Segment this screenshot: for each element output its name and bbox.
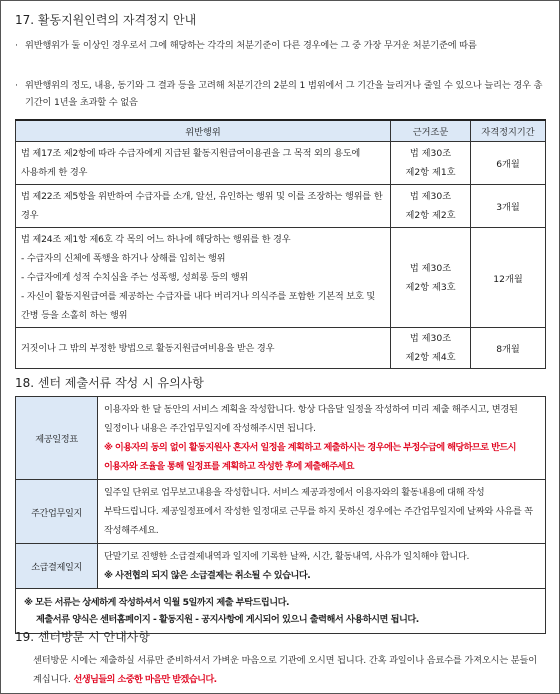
section-17-bullet-2: · 위반행위의 정도, 내용, 동기와 그 결과 등을 고려해 처분기간의 2분의 1 범위에서 그 기간을 늘리거나 줄일 수 있으나 늘리는 경우 총 기간이 1년을 초과할 수 없음: [15, 77, 545, 111]
table-row: [16, 544, 546, 589]
violation-cell: 법 제17조 제2항에 따라 수급자에게 지급된 활동지원급여이용권을 그 목적 외의 용도에 사용하게 한 경우: [16, 142, 391, 185]
header-period: 자격정지기간: [471, 120, 546, 142]
suspension-table: [15, 119, 546, 369]
table-row: [16, 328, 546, 369]
section-18-title: 18. 센터 제출서류 작성 시 유의사항: [15, 376, 204, 390]
header-violation: 위반행위: [16, 120, 391, 142]
row-label-retro-payment: 소급결제일지: [16, 544, 98, 589]
basis-cell: 법 제30조 제2항 제4호: [391, 328, 471, 369]
bullet-dot: ·: [15, 80, 18, 91]
header-basis: 근거조문: [391, 120, 471, 142]
table-row: [16, 142, 546, 185]
row-desc-retro-payment: 단말기로 진행한 소급결제내역과 일지에 기록한 날짜, 시간, 활동내역, 사유가 일치해야 합니다. ※ 사전협의 되지 않은 소급결제는 취소될 수 있습니다.: [98, 544, 546, 589]
table-row: [16, 185, 546, 228]
period-cell: 12개월: [471, 228, 546, 328]
retro-payment-warning: ※ 사전협의 되지 않은 소급결제는 취소될 수 있습니다.: [104, 570, 311, 581]
notice-row: [16, 589, 546, 634]
submission-table: [15, 396, 546, 634]
violation-cell: 거짓이나 그 밖의 부정한 방법으로 활동지원급여비용을 받은 경우: [16, 328, 391, 369]
highlight-thanks: 선생님들의 소중한 마음만 받겠습니다.: [73, 674, 217, 685]
row-label-weekly-log: 주간업무일지: [16, 480, 98, 544]
section-17-bullet-1: · 위반행위가 둘 이상인 경우로서 그에 해당하는 각각의 처분기준이 다른 경우에는 그 중 가장 무거운 처분기준에 따름: [15, 37, 545, 54]
period-cell: 6개월: [471, 142, 546, 185]
table-row: [16, 397, 546, 480]
violation-cell: 법 제24조 제1항 제6호 각 목의 어느 하나에 해당하는 행위를 한 경우 - 수급자의 신체에 폭행을 하거나 상해를 입히는 행위 - 수급자에게 성적 수치심을 주는 성폭행, 성희롱 등의 행위 - 자신이 활동지원급여를 제공하는 수급자를 내다 버리거나 의식주를 포함한 기본적 보호 및 간병 등을 소홀히 하는 행위: [16, 228, 391, 328]
submission-notice: ※ 모든 서류는 상세하게 작성하셔서 익월 5일까지 제출 부탁드립니다. 제출서류 양식은 센터홈페이지 - 활동지원 - 공지사항에 게시되어 있으니 출력해서 사용하시면 됩니다.: [16, 589, 546, 634]
bullet-dot: ·: [15, 40, 18, 51]
row-label-schedule: 제공일정표: [16, 397, 98, 480]
table-row: [16, 480, 546, 544]
row-desc-schedule: 이용자와 한 달 동안의 서비스 계획을 작성합니다. 항상 다음달 일정을 작성하여 미리 제출 해주시고, 변경된 일정이나 내용은 주간업무일지에 작성해주시면 됩니다. ※ 이용자의 동의 없이 활동지원사 혼자서 일정을 계획하고 제출하시는 경우에는 부정수급에 해당하므로 반드시 이용자와 조율을 통해 일정표를 계획하고 작성한 후에 제출해주세요: [98, 397, 546, 480]
section-19-title: 19. 센터방문 시 안내사항: [15, 630, 150, 644]
schedule-warning: ※ 이용자의 동의 없이 활동지원사 혼자서 일정을 계획하고 제출하시는 경우에는 부정수급에 해당하므로 반드시 이용자와 조율을 통해 일정표를 계획하고 작성한 후에 제출해주세요: [104, 442, 516, 472]
section-19-text: 센터방문 시에는 제출하실 서류만 준비하셔서 가벼운 마음으로 기관에 오시면 됩니다. 간혹 과일이나 음료수를 가져오시는 분들이 계십니다. 선생님들의 소중한 마음만 받겠습니다.: [33, 655, 537, 685]
basis-cell: 법 제30조 제2항 제2호: [391, 185, 471, 228]
period-cell: 8개월: [471, 328, 546, 369]
basis-cell: 법 제30조 제2항 제1호: [391, 142, 471, 185]
table-header-row: [16, 120, 546, 142]
table-row: [16, 228, 546, 328]
section-17-title: 17. 활동지원인력의 자격정지 안내: [15, 13, 197, 27]
period-cell: 3개월: [471, 185, 546, 228]
row-desc-weekly-log: 일주일 단위로 업무보고내용을 작성합니다. 서비스 제공과정에서 이용자와의 활동내용에 대해 작성 부탁드립니다. 제공일정표에서 작성한 일정대로 근무를 하지 못하신 경우에는 주간업무일지에 날짜와 사유를 꼭 작성해주세요.: [98, 480, 546, 544]
violation-cell: 법 제22조 제5항을 위반하여 수급자를 소개, 알선, 유인하는 행위 및 이를 조장하는 행위를 한 경우: [16, 185, 391, 228]
basis-cell: 법 제30조 제2항 제3호: [391, 228, 471, 328]
